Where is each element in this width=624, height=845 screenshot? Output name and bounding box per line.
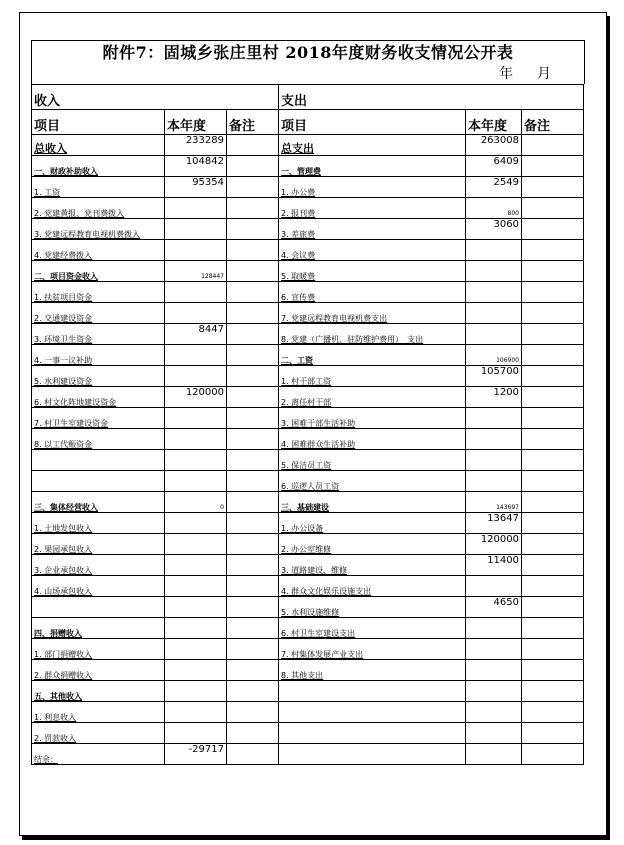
expense-note-cell (522, 681, 584, 702)
income-value-cell (165, 282, 227, 303)
income-note-cell (227, 660, 279, 681)
expense-value-cell (466, 681, 522, 702)
expense-item-cell: 4. 会议费 (279, 240, 466, 261)
date-line (31, 64, 585, 84)
income-value-cell (165, 408, 227, 429)
expense-note-cell (522, 639, 584, 660)
income-item-cell: 2. 群众捐赠收入 (32, 660, 165, 681)
expense-note-cell (522, 408, 584, 429)
expense-value-cell (466, 471, 522, 492)
income-item-cell: 7. 村卫生室建设资金 (32, 408, 165, 429)
expense-value-cell: 263008 (466, 135, 522, 156)
expense-item-cell: 7. 党建远程教育电视机费支出 (279, 303, 466, 324)
expense-item-cell: 8. 党建（广播机、驻防维护费用） 支出 (279, 324, 466, 345)
income-value-cell: 120000 (165, 387, 227, 408)
table-row (32, 618, 584, 639)
expense-item-cell (279, 681, 466, 702)
income-note-cell (227, 744, 279, 765)
table-row (32, 324, 584, 345)
income-item-cell: 结余： (32, 744, 165, 765)
income-item-cell: 一、财政补助收入 (32, 156, 165, 177)
income-note-cell (227, 345, 279, 366)
income-item-cell: 5. 水利建设资金 (32, 366, 165, 387)
expense-value-cell (466, 324, 522, 345)
income-note-cell (227, 261, 279, 282)
income-value-cell (165, 660, 227, 681)
income-section-label: 收入 (32, 85, 279, 110)
table-row (32, 702, 584, 723)
expense-note-cell (522, 492, 584, 513)
expense-value-cell: 105700 (466, 366, 522, 387)
table-row (32, 492, 584, 513)
income-item-cell: 二、项目资金收入 (32, 261, 165, 282)
expense-value-cell (466, 429, 522, 450)
income-value-cell (165, 639, 227, 660)
income-note-cell (227, 198, 279, 219)
income-item-cell: 1. 土地发包收入 (32, 513, 165, 534)
income-item-cell: 8. 以工代赈资金 (32, 429, 165, 450)
income-value-cell (165, 513, 227, 534)
expense-note-cell (522, 198, 584, 219)
expense-note-cell (522, 744, 584, 765)
expense-value-cell (466, 408, 522, 429)
expense-item-cell (279, 723, 466, 744)
section-header-row (32, 85, 584, 110)
income-item-cell (32, 597, 165, 618)
expense-item-cell: 2. 离任村干部 (279, 387, 466, 408)
expense-note-cell (522, 723, 584, 744)
table-row (32, 471, 584, 492)
expense-item-cell (279, 702, 466, 723)
expense-note-cell (522, 702, 584, 723)
expense-item-cell: 5. 水利设施维修 (279, 597, 466, 618)
expense-item-cell: 1. 办公费 (279, 177, 466, 198)
income-item-header: 项目 (32, 110, 165, 135)
income-value-cell (165, 303, 227, 324)
expense-section-label: 支出 (279, 85, 584, 110)
income-value-cell (165, 576, 227, 597)
income-value-cell (165, 555, 227, 576)
expense-note-cell (522, 282, 584, 303)
expense-note-cell (522, 513, 584, 534)
expense-item-cell: 4. 群众文化娱乐设施支出 (279, 576, 466, 597)
expense-note-cell (522, 240, 584, 261)
expense-value-cell: 11400 (466, 555, 522, 576)
expense-value-cell: 2549 (466, 177, 522, 198)
expense-value-cell (466, 240, 522, 261)
expense-item-header: 项目 (279, 110, 466, 135)
expense-item-cell: 2. 报刊费 (279, 198, 466, 219)
expense-value-cell (466, 303, 522, 324)
income-year-header: 本年度 (165, 110, 227, 135)
expense-note-cell (522, 450, 584, 471)
income-note-cell (227, 471, 279, 492)
expense-item-cell: 3. 困难干部生活补助 (279, 408, 466, 429)
expense-note-cell (522, 387, 584, 408)
table-row (32, 534, 584, 555)
income-note-cell (227, 450, 279, 471)
expense-item-cell: 1. 办公设备 (279, 513, 466, 534)
expense-value-cell (466, 744, 522, 765)
income-note-cell (227, 597, 279, 618)
income-item-cell: 2. 果园承包收入 (32, 534, 165, 555)
expense-item-cell: 3. 道路建设、维修 (279, 555, 466, 576)
income-item-cell: 3. 党建远程教育电视机费拨入 (32, 219, 165, 240)
income-note-cell (227, 639, 279, 660)
expense-item-cell: 二、工资 (279, 345, 466, 366)
income-value-cell (165, 345, 227, 366)
income-value-cell: 233289 (165, 135, 227, 156)
income-value-cell (165, 534, 227, 555)
expense-note-cell (522, 261, 584, 282)
income-note-cell (227, 723, 279, 744)
expense-note-cell (522, 345, 584, 366)
income-value-cell: 8447 (165, 324, 227, 345)
expense-note-cell (522, 219, 584, 240)
expense-note-cell (522, 366, 584, 387)
income-note-cell (227, 576, 279, 597)
income-value-cell (165, 702, 227, 723)
income-item-cell: 2. 党建黄报、党刊费拨入 (32, 198, 165, 219)
table-row (32, 345, 584, 366)
table-row (32, 387, 584, 408)
income-note-cell (227, 492, 279, 513)
income-note-cell (227, 303, 279, 324)
expense-note-cell (522, 660, 584, 681)
income-note-header: 备注 (227, 110, 279, 135)
table-row (32, 282, 584, 303)
expense-note-header: 备注 (522, 110, 584, 135)
income-note-cell (227, 618, 279, 639)
expense-value-cell (466, 282, 522, 303)
table-row (32, 429, 584, 450)
expense-note-cell (522, 324, 584, 345)
table-row (32, 135, 584, 156)
income-item-cell: 2. 交通建设资金 (32, 303, 165, 324)
table-row (32, 681, 584, 702)
income-item-cell: 3. 环境卫生资金 (32, 324, 165, 345)
expense-value-cell: 1200 (466, 387, 522, 408)
table-row (32, 576, 584, 597)
table-row (32, 408, 584, 429)
income-note-cell (227, 366, 279, 387)
expense-value-cell: 106900 (466, 345, 522, 366)
expense-note-cell (522, 429, 584, 450)
income-value-cell (165, 198, 227, 219)
income-item-cell: 4. 山场承包收入 (32, 576, 165, 597)
expense-item-cell: 6. 村卫生室建设支出 (279, 618, 466, 639)
expense-note-cell (522, 177, 584, 198)
income-value-cell (165, 618, 227, 639)
expense-value-cell: 13647 (466, 513, 522, 534)
expense-value-cell: 120000 (466, 534, 522, 555)
table-row (32, 366, 584, 387)
income-value-cell (165, 429, 227, 450)
expense-value-cell (466, 450, 522, 471)
income-note-cell (227, 555, 279, 576)
expense-item-cell: 1. 村干部工资 (279, 366, 466, 387)
expense-item-cell: 5. 保洁员工资 (279, 450, 466, 471)
expense-note-cell (522, 576, 584, 597)
expense-value-cell (466, 702, 522, 723)
income-note-cell (227, 282, 279, 303)
expense-value-cell: 800 (466, 198, 522, 219)
column-header-row (32, 110, 584, 135)
expense-note-cell (522, 303, 584, 324)
expense-value-cell (466, 723, 522, 744)
income-item-cell: 1. 利息收入 (32, 702, 165, 723)
income-value-cell (165, 366, 227, 387)
table-row (32, 723, 584, 744)
expense-value-cell: 4650 (466, 597, 522, 618)
table-row (32, 639, 584, 660)
income-note-cell (227, 156, 279, 177)
expense-item-cell: 5. 取暖费 (279, 261, 466, 282)
income-value-cell (165, 681, 227, 702)
expense-note-cell (522, 135, 584, 156)
expense-item-cell (279, 744, 466, 765)
table-row (32, 303, 584, 324)
table-row (32, 597, 584, 618)
income-item-cell: 1. 扶贫项目资金 (32, 282, 165, 303)
income-value-cell (165, 450, 227, 471)
income-value-cell: -29717 (165, 744, 227, 765)
expense-value-cell (466, 660, 522, 681)
expense-item-cell: 7. 村集体发展产业支出 (279, 639, 466, 660)
income-note-cell (227, 429, 279, 450)
expense-value-cell: 3060 (466, 219, 522, 240)
income-item-cell: 4. 党建经费拨入 (32, 240, 165, 261)
income-item-cell (32, 450, 165, 471)
table-row (32, 261, 584, 282)
expense-note-cell (522, 555, 584, 576)
income-note-cell (227, 513, 279, 534)
expense-note-cell (522, 534, 584, 555)
income-value-cell: 95354 (165, 177, 227, 198)
income-value-cell (165, 240, 227, 261)
income-note-cell (227, 135, 279, 156)
table-row (32, 156, 584, 177)
expense-note-cell (522, 597, 584, 618)
income-value-cell (165, 597, 227, 618)
income-item-cell: 6. 村文化阵地建设资金 (32, 387, 165, 408)
income-note-cell (227, 219, 279, 240)
expense-item-cell: 三、基础建设 (279, 492, 466, 513)
income-item-cell: 三、集体经营收入 (32, 492, 165, 513)
expense-item-cell: 总支出 (279, 135, 466, 156)
table-row (32, 450, 584, 471)
income-item-cell: 2. 罚款收入 (32, 723, 165, 744)
expense-item-cell: 6. 宣传费 (279, 282, 466, 303)
income-value-cell (165, 471, 227, 492)
income-note-cell (227, 177, 279, 198)
income-item-cell: 1. 部门捐赠收入 (32, 639, 165, 660)
income-value-cell: 128447 (165, 261, 227, 282)
expense-value-cell: 143697 (466, 492, 522, 513)
table-row (32, 198, 584, 219)
expense-item-cell: 2. 办公室维修 (279, 534, 466, 555)
expense-item-cell: 6. 巡逻人员工资 (279, 471, 466, 492)
expense-item-cell: 8. 其他支出 (279, 660, 466, 681)
expense-note-cell (522, 618, 584, 639)
table-row (32, 177, 584, 198)
table-row (32, 660, 584, 681)
expense-year-header: 本年度 (466, 110, 522, 135)
table-row (32, 513, 584, 534)
expense-value-cell (466, 639, 522, 660)
income-value-cell (165, 219, 227, 240)
income-item-cell: 四、捐赠收入 (32, 618, 165, 639)
income-note-cell (227, 702, 279, 723)
expense-value-cell (466, 576, 522, 597)
date-month-label: 月 (537, 66, 551, 82)
finance-table (31, 84, 584, 765)
income-note-cell (227, 681, 279, 702)
income-value-cell: 0 (165, 492, 227, 513)
income-value-cell (165, 723, 227, 744)
income-note-cell (227, 408, 279, 429)
income-item-cell: 4. 一事一议补助 (32, 345, 165, 366)
date-year-label: 年 (499, 66, 513, 82)
income-item-cell: 1. 工资 (32, 177, 165, 198)
expense-value-cell (466, 618, 522, 639)
expense-item-cell: 4. 困难群众生活补助 (279, 429, 466, 450)
table-title: 附件7：固城乡张庄里村 2018年度财务收支情况公开表 (31, 40, 585, 65)
expense-value-cell: 6409 (466, 156, 522, 177)
expense-note-cell (522, 471, 584, 492)
expense-item-cell: 3. 差旅费 (279, 219, 466, 240)
income-item-cell: 3. 企业承包收入 (32, 555, 165, 576)
income-item-cell (32, 471, 165, 492)
income-item-cell: 总收入 (32, 135, 165, 156)
table-row (32, 240, 584, 261)
income-note-cell (227, 240, 279, 261)
table-row (32, 219, 584, 240)
income-note-cell (227, 324, 279, 345)
expense-item-cell: 一、管理费 (279, 156, 466, 177)
income-note-cell (227, 534, 279, 555)
expense-note-cell (522, 156, 584, 177)
income-item-cell: 五、其他收入 (32, 681, 165, 702)
income-note-cell (227, 387, 279, 408)
expense-value-cell (466, 261, 522, 282)
table-row (32, 744, 584, 765)
income-value-cell: 104842 (165, 156, 227, 177)
table-row (32, 555, 584, 576)
